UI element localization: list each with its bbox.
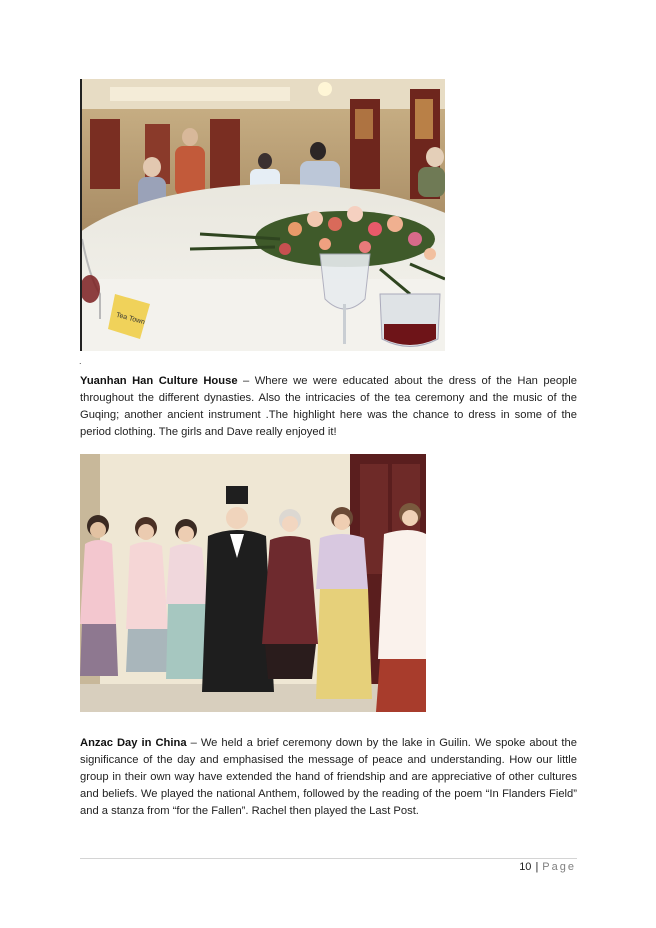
- page-number: 10: [519, 861, 532, 873]
- paragraph-han-culture: [80, 373, 577, 441]
- paragraph-anzac-day-body: We held a brief ceremony down by the lake in Guilin. We spoke about the significance of the day and emphasised the message of peace and understanding. How our little group in their own way have extended the hand of friendship and are appreciative of other cultures and beliefs. We played the national Anthem, followed by the reading of the poem “In Flanders Field” and a stanza from “for the Fallen”. Rachel then played the Last Post.: [80, 737, 577, 817]
- costume-photo: [80, 454, 426, 712]
- paragraph-han-culture-heading: Yuanhan Han Culture House: [80, 375, 238, 387]
- footer-separator: |: [535, 861, 539, 873]
- page-footer: [519, 861, 576, 873]
- paragraph-anzac-day: [80, 735, 577, 820]
- footer-rule: [80, 858, 577, 859]
- paragraph-han-culture-body: Where we were educated about the dress of the Han people throughout the different dynasties. Also the intricacies of the tea ceremony and the music of the Guqing; another ancient instrument .The highlight here was the chance to dress in some of the period clothing. The girls and Dave really enjoyed it!: [80, 375, 577, 438]
- paragraph-anzac-day-dash: –: [186, 737, 201, 749]
- page-label: Page: [542, 861, 576, 873]
- stray-mark: .: [79, 356, 82, 366]
- paragraph-han-culture-dash: –: [237, 375, 255, 387]
- banquet-photo: [80, 79, 445, 351]
- placard-text: Tea Town: [115, 311, 146, 327]
- banquet-table-photo-icon: [80, 79, 445, 351]
- paragraph-anzac-day-heading: Anzac Day in China: [80, 737, 187, 749]
- group-in-han-costume-photo-icon: [80, 454, 426, 712]
